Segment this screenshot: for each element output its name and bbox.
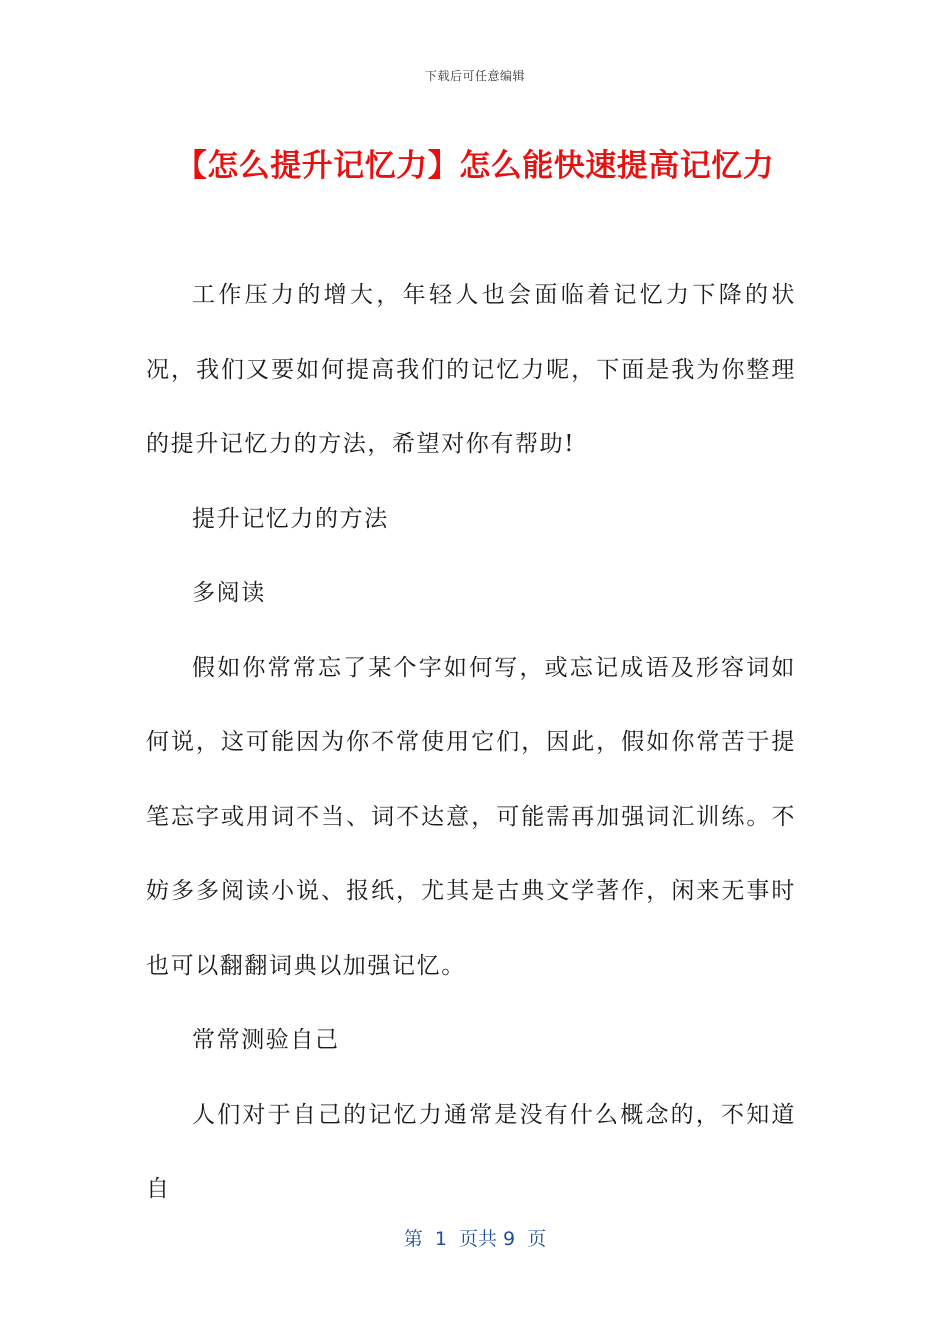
document-title: 【怎么提升记忆力】怎么能快速提高记忆力 (175, 148, 775, 184)
header-note: 下载后可任意编辑 (424, 69, 525, 83)
paragraph-subheading-reading: 多阅读 (192, 580, 266, 606)
document-body (146, 258, 796, 1227)
paragraph-subheading-testing: 常常测验自己 (192, 1027, 340, 1053)
page-footer: 第 1 页共 9 页 (403, 1228, 547, 1250)
paragraph-testing-body: 人们对于自己的记忆力通常是没有什么概念的，不知道自 (146, 1101, 796, 1202)
paragraph-section-heading: 提升记忆力的方法 (192, 505, 389, 532)
paragraph-intro: 工作压力的增大，年轻人也会面临着记忆力下降的状况，我们又要如何提高我们的记忆力呢，下面是我为你整理的提升记忆力的方法，希望对你有帮助! (146, 282, 796, 457)
paragraph-reading-body: 假如你常常忘了某个字如何写，或忘记成语及形容词如何说，这可能因为你不常使用它们，因此，假如你常苦于提笔忘字或用词不当、词不达意，可能需再加强词汇训练。不妨多多阅读小说、报纸，尤其是古典文学著作，闲来无事时也可以翻翻词典以加强记忆。 (146, 654, 796, 979)
